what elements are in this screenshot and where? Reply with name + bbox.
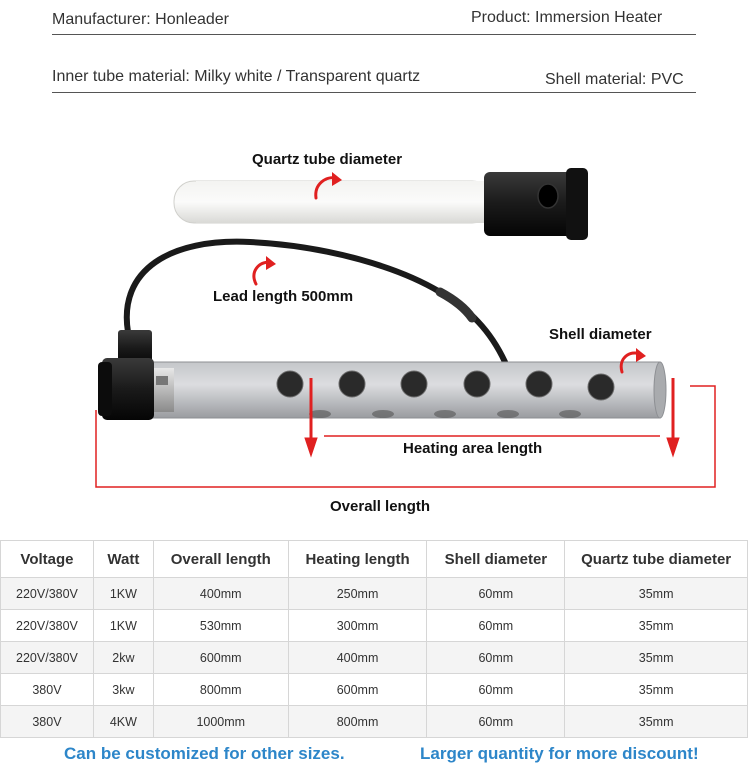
table-cell: 220V/380V (1, 642, 94, 674)
spec-table (0, 540, 748, 738)
table-cell: 380V (1, 706, 94, 738)
table-cell: 1000mm (153, 706, 288, 738)
table-row (1, 674, 748, 706)
table-cell: 60mm (427, 674, 565, 706)
table-row (1, 706, 748, 738)
table-cell: 250mm (288, 578, 427, 610)
custom-sizes-note: Can be customized for other sizes. (64, 744, 345, 763)
discount-note: Larger quantity for more discount! (420, 744, 699, 763)
table-cell: 4KW (93, 706, 153, 738)
table-cell: 600mm (288, 674, 427, 706)
table-cell: 60mm (427, 642, 565, 674)
table-cell: 1KW (93, 610, 153, 642)
table-cell: 300mm (288, 610, 427, 642)
table-cell: 35mm (565, 642, 748, 674)
table-cell: 60mm (427, 610, 565, 642)
table-cell: 60mm (427, 706, 565, 738)
table-cell: 35mm (565, 706, 748, 738)
inner-tube-material-text: Inner tube material: Milky white / Transparent quartz (52, 68, 421, 85)
table-cell: 220V/380V (1, 610, 94, 642)
table-cell: 35mm (565, 578, 748, 610)
column-header: Voltage (1, 541, 94, 578)
column-header: Watt (93, 541, 153, 578)
overall-length-label: Overall length (330, 498, 431, 515)
table-cell: 800mm (288, 706, 427, 738)
quartz-tube-diameter-label: Quartz tube diameter (252, 151, 403, 168)
table-cell: 400mm (288, 642, 427, 674)
heating-area-length-label: Heating area length (403, 440, 543, 457)
table-cell: 60mm (427, 578, 565, 610)
table-cell: 600mm (153, 642, 288, 674)
table-cell: 35mm (565, 610, 748, 642)
column-header: Heating length (288, 541, 427, 578)
table-row (1, 642, 748, 674)
table-row (1, 578, 748, 610)
table-cell: 1KW (93, 578, 153, 610)
table-cell: 380V (1, 674, 94, 706)
column-header: Shell diameter (427, 541, 565, 578)
table-header-row (1, 541, 748, 578)
table-cell: 2kw (93, 642, 153, 674)
table-cell: 530mm (153, 610, 288, 642)
product-text: Product: Immersion Heater (471, 9, 663, 26)
column-header: Overall length (153, 541, 288, 578)
pvc-shell (98, 358, 666, 420)
table-cell: 400mm (153, 578, 288, 610)
shell-material-text: Shell material: PVC (545, 71, 684, 88)
table-cell: 3kw (93, 674, 153, 706)
shell-diameter-label: Shell diameter (549, 326, 652, 343)
column-header: Quartz tube diameter (565, 541, 748, 578)
lead-length-label: Lead length 500mm (213, 288, 354, 305)
table-cell: 220V/380V (1, 578, 94, 610)
table-cell: 35mm (565, 674, 748, 706)
manufacturer-text: Manufacturer: Honleader (52, 11, 229, 28)
table-cell: 800mm (153, 674, 288, 706)
quartz-tube (174, 168, 588, 240)
table-row (1, 610, 748, 642)
